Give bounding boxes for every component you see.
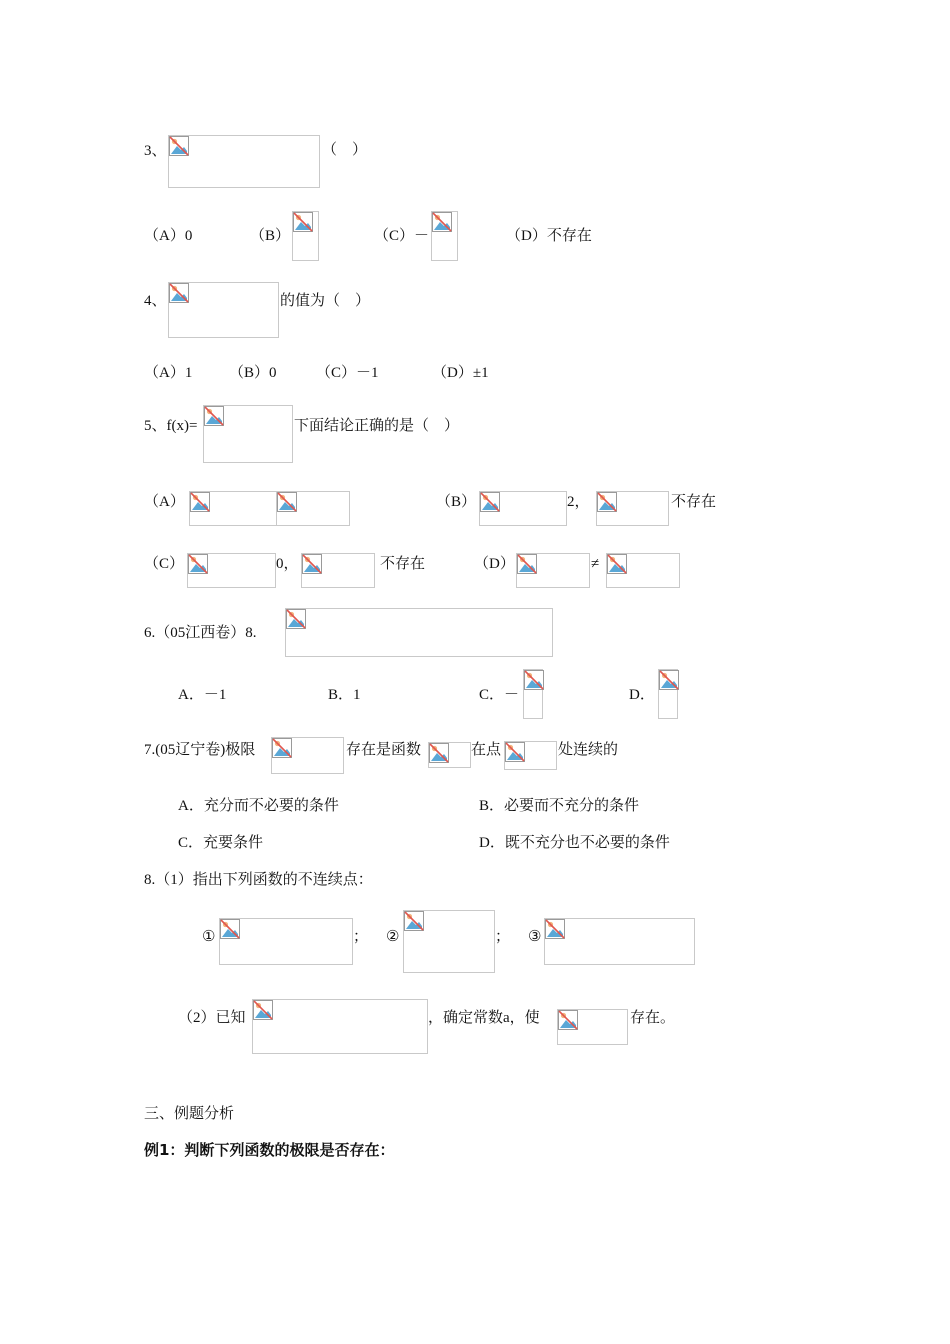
q3-answer-paren: （ ） (322, 142, 368, 158)
formula-image (189, 491, 277, 526)
q5-stem-tail: 下面结论正确的是（ ） (294, 418, 460, 434)
q4-option-b: （B）0 (229, 365, 277, 381)
q8-item1-marker: ① (202, 929, 216, 945)
q7-stem-lead: 7.(05辽宁卷)极限 (144, 742, 256, 758)
section-heading: 三、例题分析 (144, 1106, 235, 1122)
formula-image (285, 608, 553, 657)
formula-image (431, 211, 458, 261)
q8-item2-marker: ② (386, 929, 400, 945)
q3-number: 3、 (144, 143, 167, 159)
formula-image (428, 742, 471, 768)
q8-part1-prompt: 8.（1）指出下列函数的不连续点： (144, 872, 373, 888)
q4-option-c: （C）－1 (316, 365, 379, 381)
q8-part2-tail: 存在。 (630, 1010, 676, 1026)
q5-option-c: （C） (144, 556, 185, 572)
q5-option-c-tail: 不存在 (380, 556, 426, 572)
q5-number: 5、f(x)= (144, 418, 198, 434)
q6-option-c: C．－ (479, 687, 520, 703)
q6-option-d: D． (629, 687, 655, 703)
q7-stem-mid2: 在点 (471, 742, 502, 758)
q8-part2-lead: （2）已知 (178, 1010, 246, 1026)
q5-option-b-mid: 2， (567, 494, 590, 510)
formula-image (516, 553, 590, 588)
formula-image (544, 918, 695, 965)
q4-option-a: （A）1 (144, 365, 193, 381)
formula-image (523, 669, 543, 719)
formula-image (557, 1009, 628, 1045)
q8-separator: ； (353, 929, 369, 945)
formula-image (479, 491, 567, 526)
q3-option-d: （D）不存在 (506, 228, 592, 244)
q6-number: 6.（05江西卷）8. (144, 625, 257, 641)
q5-option-a: （A） (144, 494, 185, 510)
q5-option-d: （D） (474, 556, 515, 572)
q7-option-a: A．充分而不必要的条件 (178, 798, 339, 814)
formula-image (596, 491, 669, 526)
formula-image (203, 405, 293, 463)
q4-stem-tail: 的值为（ ） (280, 293, 371, 309)
q5-option-b-tail: 不存在 (671, 494, 717, 510)
formula-image (187, 553, 276, 588)
q7-stem-mid1: 存在是函数 (346, 742, 422, 758)
q3-option-c: （C）－ (374, 228, 430, 244)
q8-item3-marker: ③ (528, 929, 542, 945)
formula-image (252, 999, 428, 1054)
formula-image (219, 918, 353, 965)
formula-image (606, 553, 680, 588)
q8-separator: ； (495, 929, 511, 945)
q7-option-b: B．必要而不充分的条件 (479, 798, 640, 814)
q6-option-a: A．－1 (178, 687, 227, 703)
q5-option-b: （B） (436, 494, 477, 510)
q4-number: 4、 (144, 293, 167, 309)
q4-option-d: （D）±1 (432, 365, 489, 381)
formula-image (168, 282, 279, 338)
q3-option-b: （B） (250, 228, 291, 244)
formula-image (276, 491, 350, 526)
q3-option-a: （A）0 (144, 228, 193, 244)
formula-image (403, 910, 495, 973)
q8-part2-mid: ，确定常数a，使 (428, 1010, 540, 1026)
formula-image (168, 135, 320, 188)
q7-stem-tail: 处连续的 (558, 742, 619, 758)
q7-option-c: C．充要条件 (178, 835, 264, 851)
q7-option-d: D．既不充分也不必要的条件 (479, 835, 670, 851)
formula-image (271, 737, 344, 774)
q5-option-c-mid: 0， (276, 556, 299, 572)
q6-option-b: B．1 (328, 687, 361, 703)
example-1-heading: 例1：判断下列函数的极限是否存在： (144, 1141, 395, 1159)
formula-image (504, 741, 557, 770)
q5-option-d-mid: ≠ (591, 556, 600, 572)
formula-image (301, 553, 375, 588)
formula-image (658, 669, 678, 719)
formula-image (292, 211, 319, 261)
